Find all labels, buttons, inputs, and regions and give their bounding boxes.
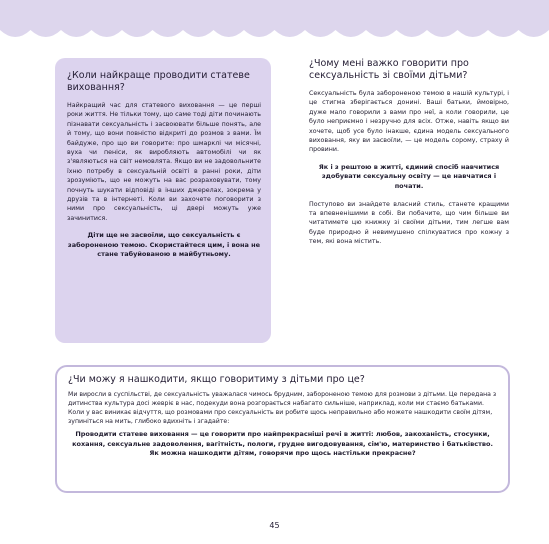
can-i-harm-emphasis: Проводити статеве виховання — це говорити про найпрекрасніші речі в житті: любов, закоханість, стосунки, кохання, сексуальне задоволення, вагітність, пологи, грудне вигодовування, сім'ю, материнство і батьківство. Як можна нашкодити дітям, говорячи про щось настільки прекрасне? [72, 430, 493, 458]
can-i-harm-card [55, 365, 510, 493]
why-hard-section [309, 58, 509, 247]
why-hard-emphasis: Як і з рештою в житті, єдиний спосіб навчитися здобувати сексуальну освіту — це навчатися і почати. [318, 162, 500, 191]
when-to-educate-paragraph: Найкращий час для статевого виховання — це перші роки життя. Не тільки тому, що саме тоді діти починають пізнавати сексуальність і засвоювати більше понять, але й тому, що вони повністю відкриті до розмов з вами. Їм байдуже, про що ви говорите: про шмарклі чи місячні, вуха чи пеніси, як виробляють автомобілі чи як з'являються на світ немовлята. Якщо ви не задовольните їхню потребу в сексуальній освіті в ранні роки, діти зрозуміють, що не можуть на вас розраховувати, тому почнуть шукати відповіді в інших джерелах, зокрема у друзів та в інтернеті. Коли ви захочете поговорити з ними про сексуальність, ці двері можуть уже зачинитися. [67, 102, 261, 222]
can-i-harm-paragraph: Ми виросли в суспільстві, де сексуальність уважалася чимось брудним, забороненою темою для розмови з дітьми. Це передана з дитинства культура досі жевріє в нас, подекуди вона розгорається набагато сильніше, наприклад, коли ми стаємо батьками. Коли у вас виникає відчуття, що розмовами про сексуальність ви робите щось неправильно або можете нашкодити своїм дітям, зупиніться на мить, глибоко вдихніть і згадайте: [68, 391, 497, 425]
can-i-harm-heading: ¿Чи можу я нашкодити, якщо говоритиму з дітьми про це? [68, 374, 365, 385]
when-to-educate-card [55, 58, 271, 343]
why-hard-heading: ¿Чому мені важко говорити про сексуальність зі своїми дітьми? [309, 58, 469, 81]
when-to-educate-emphasis: Діти ще не засвоїли, що сексуальність є забороненою темою. Скористайтеся цим, і вона не стане табуйованою в майбутньому. [67, 231, 261, 259]
when-to-educate-heading: ¿Коли найкраще проводити статеве виховання? [67, 70, 250, 93]
page-number: 45 [269, 521, 280, 530]
why-hard-paragraph-1: Сексуальність була забороненою темою в нашій культурі, і це стигма зберігається донині. Ваші батьки, ймовірно, дуже мало говорили з вами про неї, а коли говорили, це було неприємно і незручно для всіх. Отже, навіть якщо ви хочете, щоб усе було інакше, єдина модель сексуального виховання, яку ви засвоїли, — це модель сорому, страху й провини. [309, 90, 509, 154]
why-hard-paragraph-2: Поступово ви знайдете власний стиль, станете кращими та впевненішими в собі. Ви побачите, що чим більше ви читатимете цю книжку зі своїми дітьми, тим легше вам буде природно й невимушено спілкуватися про кожну з тем, які вона містить. [309, 200, 509, 246]
decorative-wave-border [0, 0, 549, 52]
